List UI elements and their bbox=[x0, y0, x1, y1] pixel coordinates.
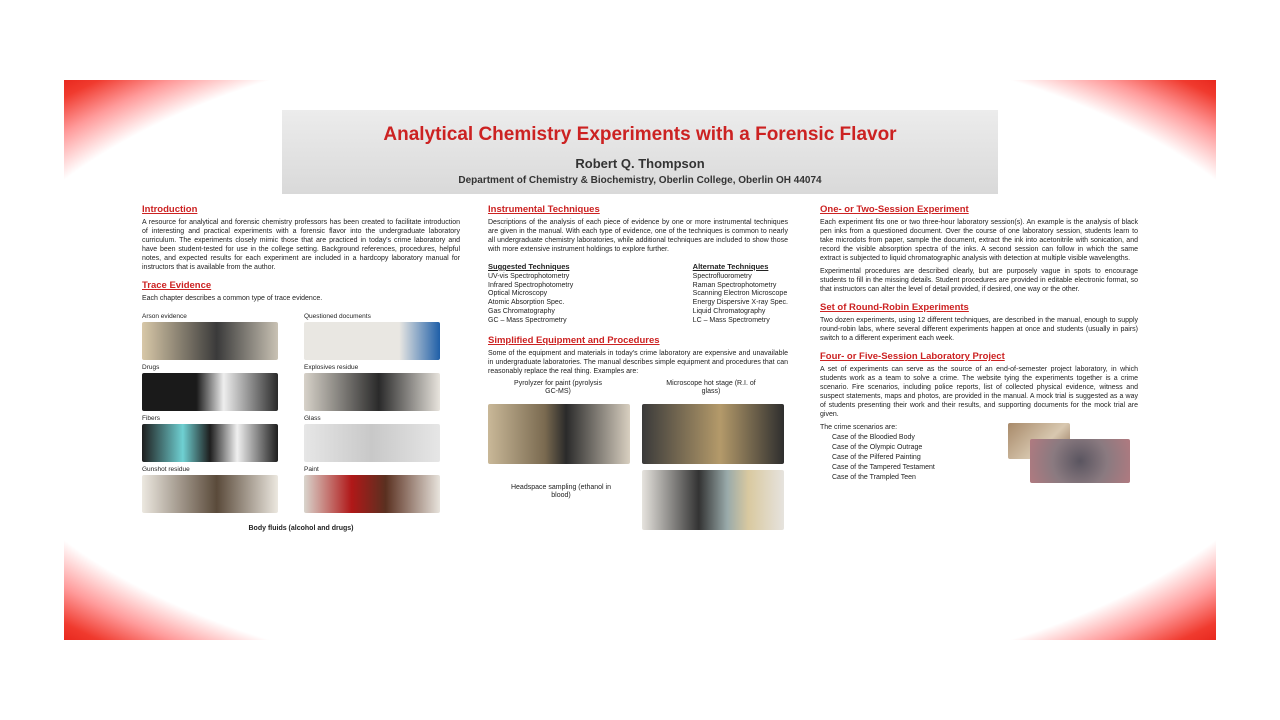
intro-heading: Introduction bbox=[142, 204, 198, 215]
technique-item: Liquid Chromatography bbox=[692, 307, 766, 315]
simplified-text: Some of the equipment and materials in today's crime laboratory are expensive and unavailable in undergraduate laboratories. The manual describes simple equipment and procedures that can reasonably replace the real thing. Examples are: bbox=[488, 350, 788, 376]
drugs-photo bbox=[142, 373, 278, 411]
trace-text: Each chapter describes a common type of trace evidence. bbox=[142, 295, 323, 302]
one-two-text: Each experiment fits one or two three-hour laboratory session(s). An example is the analysis of black pen inks from a questioned document. Over the course of one laboratory session, students learn to take microdots from paper, sample the document, extract the ink into acetonitrile with sonication, and record the visible absorption spectra of the inks. A second session can follow in which the same extract is subjected to liquid chromatographic analysis with detection at multiple visible wavelengths. bbox=[820, 219, 1138, 262]
hotstage-caption: Microscope hot stage (R.I. of glass) bbox=[666, 380, 756, 396]
trace-item: Explosives residue bbox=[304, 364, 440, 411]
scenario-item: Case of the Trampled Teen bbox=[832, 474, 916, 481]
poster-title: Analytical Chemistry Experiments with a Forensic Flavor bbox=[383, 124, 897, 145]
headspace-photo bbox=[642, 470, 784, 530]
trace-item: Arson evidence bbox=[142, 313, 278, 360]
body-fluids-caption: Body fluids (alcohol and drugs) bbox=[248, 525, 354, 532]
column-middle bbox=[488, 204, 788, 530]
four-five-text: A set of experiments can serve as the source of an end-of-semester project laboratory, in which students work as a team to solve a crime. The website tying the experiments together is a crime scenario. Fire scenarios, including police reports, list of collected physical evidence, witness and suspect statements, maps and photos, are provided in the manual. A mock trial is suggested as a way of students presenting their work and their results, and supporting documents for the mock trial are given. bbox=[820, 366, 1138, 418]
technique-item: Atomic Absorption Spec. bbox=[488, 299, 565, 307]
scenarios-list: The crime scenarios are: Case of the Bloodied Body Case of the Olympic Outrage Case of the Pilfered Painting Case of the Tampered Testament Case of the Trampled Teen bbox=[820, 423, 1138, 483]
scenarios-block bbox=[820, 423, 1138, 483]
technique-item: Raman Spectrophotometry bbox=[692, 281, 777, 289]
simplified-heading: Simplified Equipment and Procedures bbox=[488, 335, 660, 347]
trace-item: Paint bbox=[304, 466, 440, 513]
documents-photo bbox=[304, 322, 440, 360]
hotstage-photo bbox=[642, 404, 784, 464]
trace-item: Glass bbox=[304, 415, 440, 462]
technique-item: UV-vis Spectrophotometry bbox=[488, 273, 570, 280]
technique-item: Gas Chromatography bbox=[488, 307, 555, 315]
technique-item: LC – Mass Spectrometry bbox=[692, 316, 770, 324]
instrumental-heading: Instrumental Techniques bbox=[488, 204, 600, 215]
round-robin-text: Two dozen experiments, using 12 different techniques, are described in the manual, enough to supply round-robin labs, where several different experiments happen at once and students (usually in pairs) switch to a different experiment each week. bbox=[820, 317, 1138, 342]
technique-item: Infrared Spectrophotometry bbox=[488, 281, 574, 289]
trace-item: Drugs bbox=[142, 364, 278, 411]
scenario-item: Case of the Olympic Outrage bbox=[832, 444, 923, 451]
headspace-caption: Headspace sampling (ethanol in blood) bbox=[510, 484, 611, 500]
column-left bbox=[142, 204, 460, 532]
round-robin-heading: Set of Round-Robin Experiments bbox=[820, 302, 969, 313]
technique-item: Optical Microscopy bbox=[488, 290, 548, 298]
intro-text: A resource for analytical and forensic chemistry professors has been created to facilitate introduction of interesting and practical experiments with a forensic flavor into the undergraduate laboratory curriculum. The experiments closely mimic those that are practiced in today's crime laboratory and have been student-tested for use in the college setting. Background references, procedures, helpful notes, and expected results for each experiment are included in a hardcopy laboratory manual for instructors that is available from the author. bbox=[142, 219, 460, 271]
paint-photo bbox=[304, 475, 440, 513]
poster-frame bbox=[64, 80, 1216, 640]
glass-photo bbox=[304, 424, 440, 462]
pyrolyzer-caption: Pyrolyzer for paint (pyrolysis GC-MS) bbox=[514, 380, 602, 396]
technique-item: GC – Mass Spectrometry bbox=[488, 316, 567, 324]
alternate-techniques: Alternate Techniques Spectrofluorometry Raman Spectrophotometry Scanning Electron Microscope Energy Dispersive X-ray Spec. Liquid Chromatography LC – Mass Spectrometry bbox=[692, 262, 788, 324]
column-right bbox=[820, 204, 1138, 483]
explosives-photo bbox=[304, 373, 440, 411]
technique-item: Spectrofluorometry bbox=[692, 273, 752, 280]
scenario-item: Case of the Tampered Testament bbox=[832, 464, 935, 471]
arson-photo bbox=[142, 322, 278, 360]
department: Department of Chemistry & Biochemistry, Oberlin College, Oberlin OH 44074 bbox=[458, 175, 822, 186]
poster-header bbox=[282, 110, 998, 194]
one-two-text-2: Experimental procedures are described clearly, but are purposely vague in spots to encourage students to fill in the missing details. Student procedures are provided in editable electronic format, so that instructors can alter the level of detail provided, if desired, one way or the other. bbox=[820, 268, 1138, 293]
trace-item: Fibers bbox=[142, 415, 278, 462]
gunshot-photo bbox=[142, 475, 278, 513]
technique-item: Energy Dispersive X-ray Spec. bbox=[692, 299, 788, 307]
scenario-item: Case of the Bloodied Body bbox=[832, 434, 915, 441]
crime-photo-2 bbox=[1030, 439, 1130, 483]
trace-heading: Trace Evidence bbox=[142, 280, 212, 291]
scenario-item: Case of the Pilfered Painting bbox=[832, 454, 921, 461]
one-two-heading: One- or Two-Session Experiment bbox=[820, 204, 969, 215]
trace-item: Questioned documents bbox=[304, 313, 440, 360]
author-name: Robert Q. Thompson bbox=[575, 156, 705, 171]
instrumental-text: Descriptions of the analysis of each piece of evidence by one or more instrumental techniques are given in the manual. With each type of evidence, one of the techniques is common to nearly all undergraduate chemistry laboratories, while additional techniques are included to show those with more extensive instrument holdings to explore further. bbox=[488, 219, 788, 253]
four-five-heading: Four- or Five-Session Laboratory Project bbox=[820, 351, 1005, 362]
fibers-photo bbox=[142, 424, 278, 462]
pyrolyzer-photo bbox=[488, 404, 630, 464]
technique-item: Scanning Electron Microscope bbox=[692, 290, 788, 298]
poster bbox=[122, 106, 1158, 614]
trace-item: Gunshot residue bbox=[142, 466, 278, 513]
techniques-table bbox=[488, 262, 788, 325]
suggested-techniques: Suggested Techniques UV-vis Spectrophotometry Infrared Spectrophotometry Optical Microscopy Atomic Absorption Spec. Gas Chromatography GC – Mass Spectrometry bbox=[488, 262, 574, 324]
equipment-photos bbox=[488, 380, 788, 530]
trace-grid bbox=[142, 313, 460, 513]
